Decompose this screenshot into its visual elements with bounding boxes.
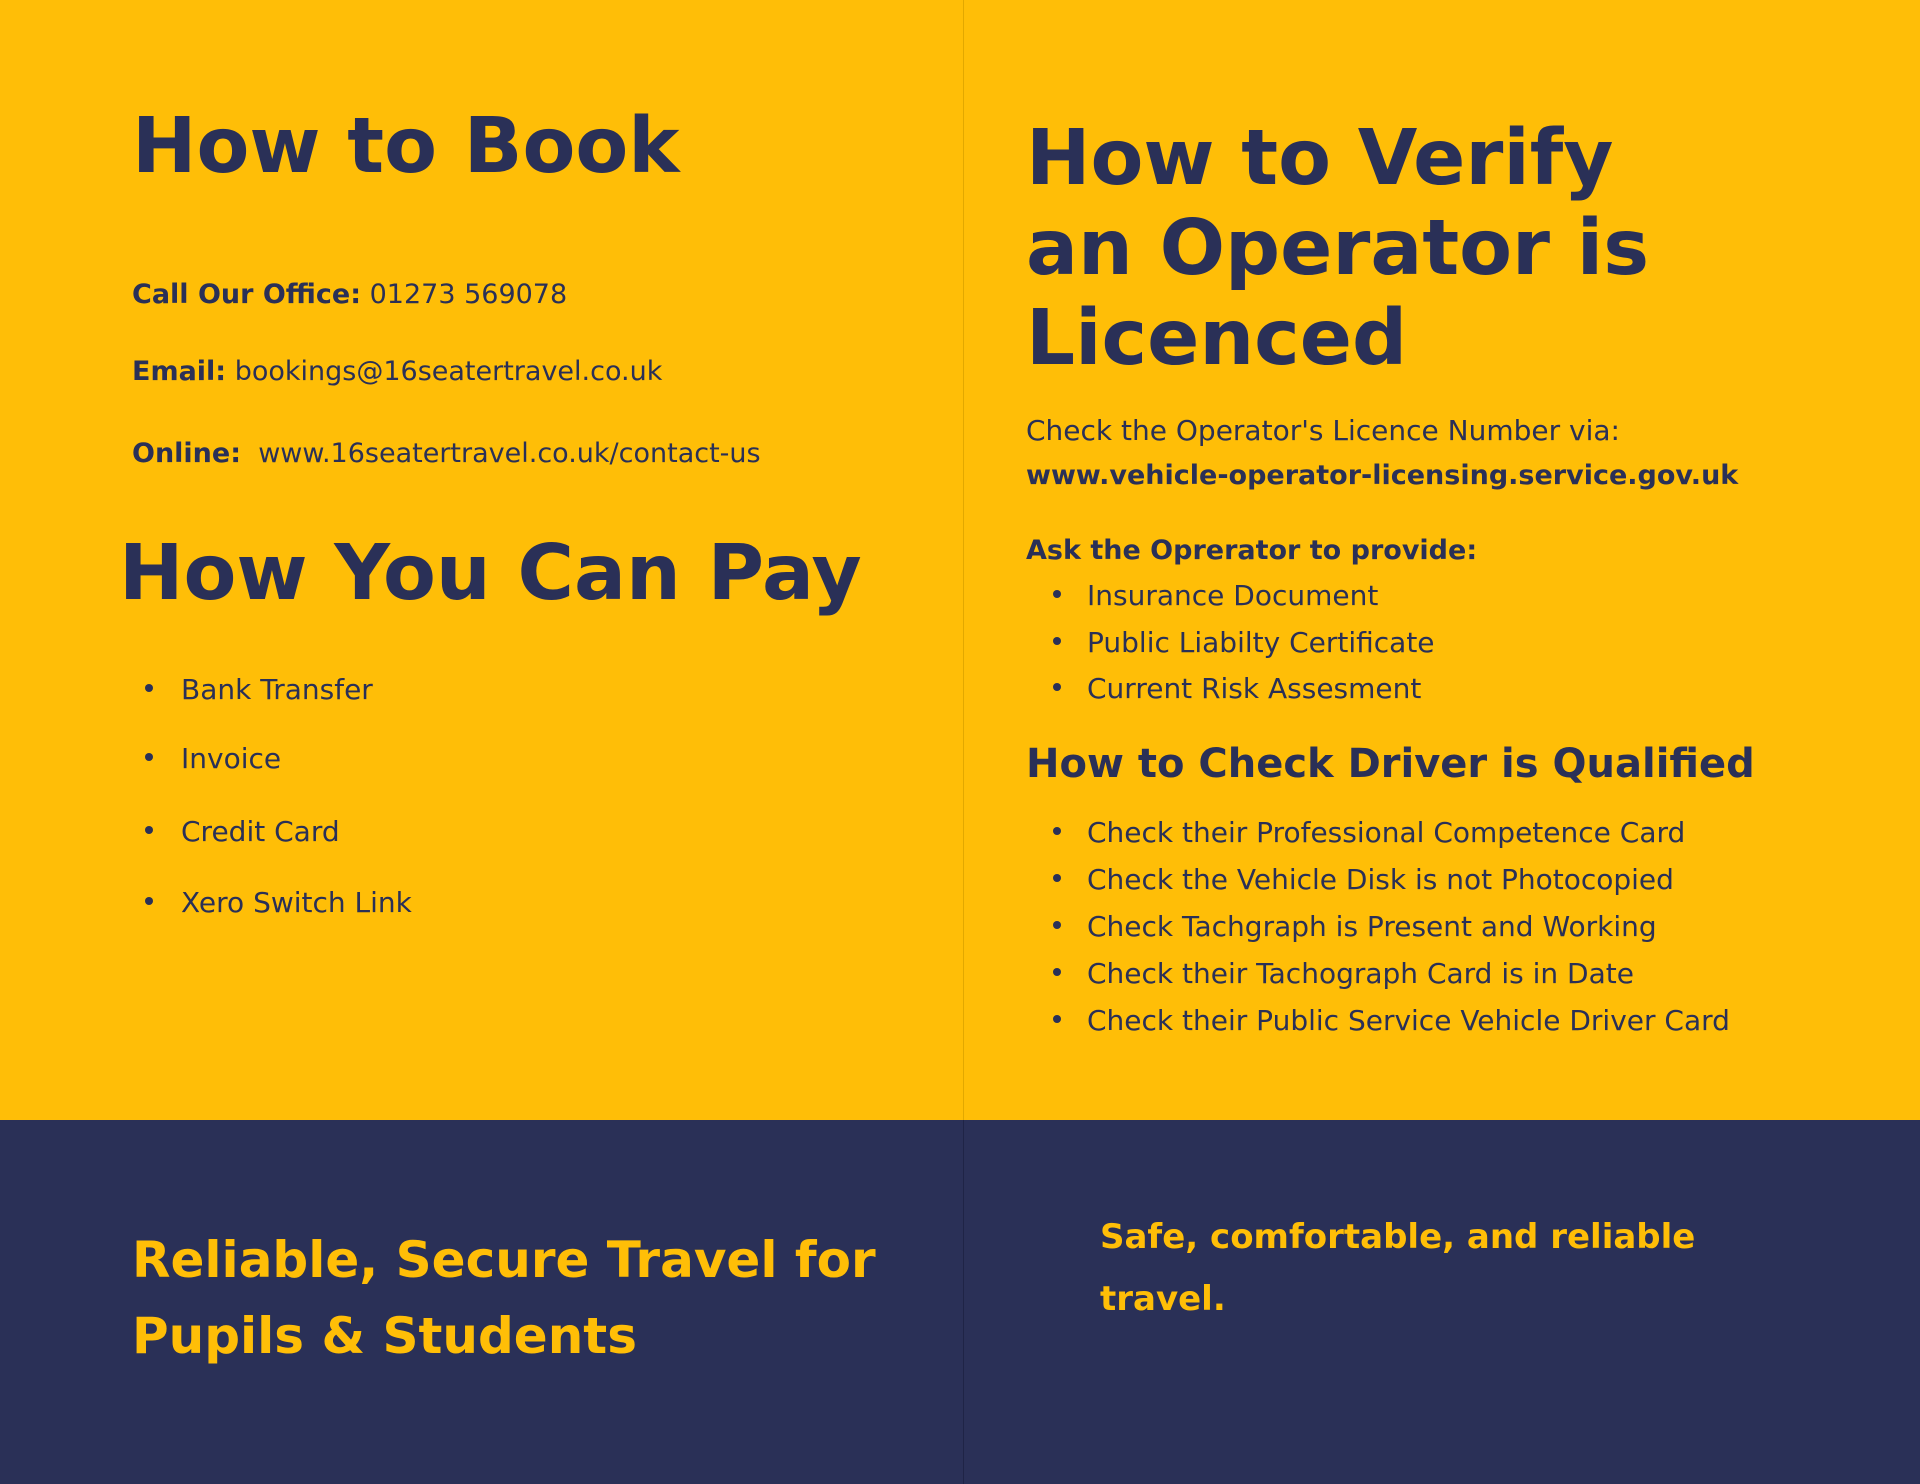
list-item	[145, 815, 340, 848]
bullet-icon	[145, 684, 153, 692]
list-item	[145, 886, 412, 919]
heading-line: How to Verify	[1026, 114, 1614, 203]
payment-method: Bank Transfer	[181, 673, 373, 706]
driver-checks-list	[1053, 809, 1730, 1044]
bullet-icon	[145, 753, 153, 761]
bullet-icon	[1053, 1015, 1061, 1023]
payment-method: Credit Card	[181, 815, 340, 848]
document-item: Public Liabilty Certificate	[1087, 625, 1435, 659]
office-phone[interactable]: 01273 569078	[369, 279, 568, 310]
email-line	[132, 358, 662, 385]
driver-check-item: Check their Tachograph Card is in Date	[1087, 957, 1634, 990]
driver-check-item: Check the Vehicle Disk is not Photocopied	[1087, 863, 1674, 896]
payment-method: Xero Switch Link	[181, 886, 412, 919]
footer-right-tagline: Safe, comfortable, and reliable travel.	[1100, 1217, 1696, 1319]
how-you-can-pay-heading: How You Can Pay	[119, 529, 862, 618]
ask-operator-heading: Ask the Oprerator to provide:	[1026, 535, 1478, 566]
document-item: Insurance Document	[1087, 579, 1379, 612]
bullet-icon	[1053, 590, 1061, 598]
list-item	[1053, 573, 1435, 620]
list-item	[1053, 809, 1730, 856]
footer-left-tagline: Reliable, Secure Travel for Pupils & Students	[132, 1231, 876, 1365]
list-item	[145, 742, 282, 775]
driver-qualified-heading: How to Check Driver is Qualified	[1026, 741, 1755, 787]
bullet-icon	[1053, 683, 1061, 691]
bullet-icon	[1053, 637, 1061, 645]
payment-method: Invoice	[181, 742, 282, 775]
driver-check-item: Check Tachgraph is Present and Working	[1087, 910, 1657, 943]
email-address[interactable]: bookings@16seatertravel.co.uk	[234, 356, 663, 387]
office-line	[132, 281, 567, 308]
licensing-url[interactable]: www.vehicle-operator-licensing.service.gov.uk	[1026, 460, 1739, 491]
online-url[interactable]: www.16seatertravel.co.uk/contact-us	[258, 438, 761, 469]
driver-check-item: Check their Public Service Vehicle Driver Card	[1087, 1004, 1730, 1037]
document-item: Current Risk Assesment	[1087, 672, 1422, 705]
operator-documents-list	[1053, 573, 1435, 713]
list-item	[1053, 997, 1730, 1044]
fold-line-top	[963, 0, 964, 1120]
list-item	[145, 673, 373, 706]
heading-line: Licenced	[1026, 294, 1408, 383]
check-licence-intro: Check the Operator's Licence Number via:	[1026, 414, 1620, 447]
bullet-icon	[145, 897, 153, 905]
bullet-icon	[1053, 827, 1061, 835]
online-label: Online:	[132, 438, 242, 469]
bullet-icon	[1053, 968, 1061, 976]
list-item	[1053, 620, 1435, 667]
bullet-icon	[1053, 874, 1061, 882]
verify-operator-heading	[1026, 114, 1846, 384]
list-item	[1053, 666, 1435, 713]
office-label: Call Our Office:	[132, 279, 362, 310]
email-label: Email:	[132, 356, 227, 387]
list-item	[1053, 903, 1730, 950]
bullet-icon	[145, 826, 153, 834]
heading-line: an Operator is	[1026, 204, 1650, 293]
fold-line-bottom	[963, 1120, 964, 1484]
online-line	[132, 440, 761, 467]
how-to-book-heading: How to Book	[132, 102, 680, 191]
list-item	[1053, 856, 1730, 903]
driver-check-item: Check their Professional Competence Card	[1087, 816, 1686, 849]
list-item	[1053, 950, 1730, 997]
bullet-icon	[1053, 921, 1061, 929]
